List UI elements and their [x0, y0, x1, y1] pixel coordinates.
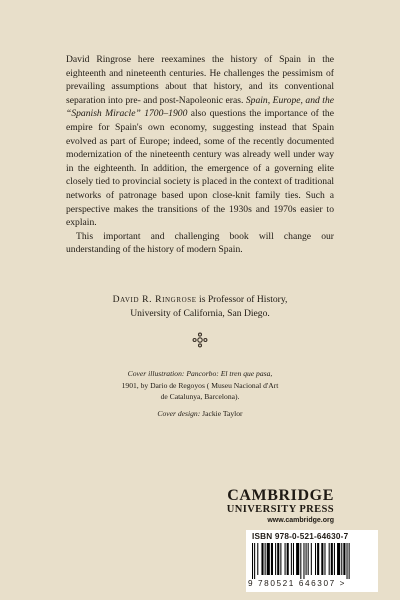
publisher-url: www.cambridge.org — [267, 517, 334, 524]
publisher-press: UNIVERSITY PRESS — [226, 504, 334, 515]
description-text-continued: also questions the importance of the empire for Spain's own economy, suggesting instead that Spain evolved as part of Europe; indeed, some of the recently documented modernization of the nineteenth century was already well under way in the eighteenth. In addition, the emergence of a governing elite closely tied to provincial society is placed in the context of traditional networks of patronage based upon close-knit family ties. Such a perspective makes the transitions of the 1930s and 1970s easier to explain. — [66, 108, 334, 229]
description-paragraph-1 — [66, 53, 334, 230]
cover-credit-line-2: 1901, by Dario de Regoyos ( Museu Nacional d'Art — [121, 380, 279, 390]
cover-credit-line-3: de Catalunya, Barcelona). — [160, 392, 240, 401]
author-bio — [66, 293, 334, 320]
description-text: David Ringrose here reexamines the history of Spain in the eighteenth and nineteenth centuries. He challenges the pessimism of prevailing assumptions about that history, and its conventional separation into pre- and post-Napoleonic eras. — [66, 54, 334, 106]
cover-illustration-credit — [66, 368, 334, 403]
cover-design-label: Cover design: — [157, 409, 201, 418]
publisher-logo — [227, 487, 334, 526]
cover-design-credit — [66, 409, 334, 418]
author-role: is Professor of History, — [196, 294, 288, 305]
book-title-italic: Spain, Europe, and the “Spanish Miracle” 1700–1900 — [66, 94, 335, 120]
description-paragraph-2: This important and challenging book will change our understanding of the history of modern Spain. — [66, 230, 334, 256]
book-description — [66, 53, 334, 257]
isbn-number: ISBN 978-0-521-64630-7 — [252, 532, 349, 541]
cover-designer-name: Jackie Taylor — [200, 409, 243, 418]
cover-credit-label: Cover illustration: — [127, 369, 185, 378]
barcode-digits: 9 780521 646307 > — [248, 579, 347, 588]
barcode-icon — [250, 543, 374, 579]
barcode-panel — [246, 530, 378, 592]
cover-credit-title: Pancorbo: El tren que pasa, — [184, 369, 273, 378]
publisher-name: CAMBRIDGE — [227, 487, 334, 504]
author-affiliation: University of California, San Diego. — [130, 307, 270, 319]
author-name: David R. Ringrose — [112, 294, 197, 305]
ornament-icon — [191, 331, 209, 349]
